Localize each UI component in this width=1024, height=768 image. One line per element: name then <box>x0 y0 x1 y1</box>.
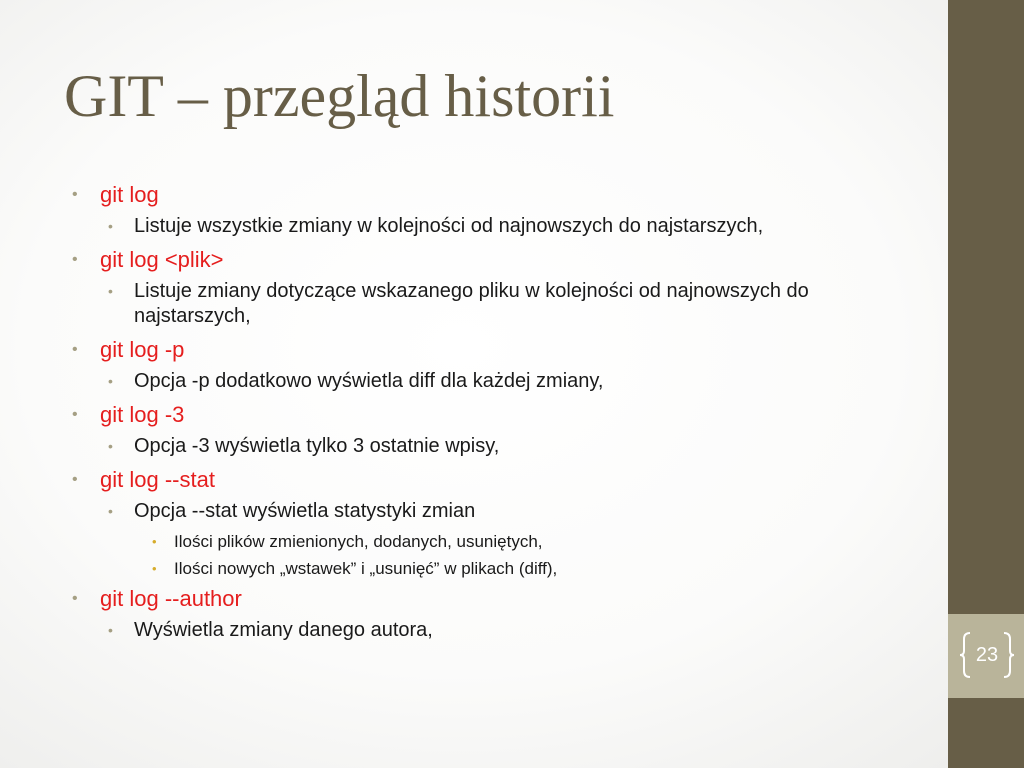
bullet-icon: • <box>108 283 113 299</box>
command-label: git log --author <box>100 586 242 611</box>
bullet-icon: • <box>108 218 113 234</box>
command-label: git log --stat <box>100 467 215 492</box>
description-text: Opcja --stat wyświetla statystyki zmian <box>134 500 476 522</box>
list-item-git-log-plik <box>72 245 932 275</box>
list-item-git-log-stat <box>72 465 932 495</box>
description-text: Opcja -p dodatkowo wyświetla diff dla każdej zmiany, <box>134 370 604 392</box>
list-item-description <box>108 369 932 394</box>
bullet-icon: • <box>72 471 78 488</box>
list-item-description <box>108 214 932 239</box>
list-item-description <box>108 499 932 524</box>
list-subitem <box>152 530 932 554</box>
bullet-icon: • <box>72 406 78 423</box>
subitem-text: Ilości plików zmienionych, dodanych, usuniętych, <box>174 532 543 551</box>
command-label: git log -3 <box>100 402 185 427</box>
list-item-git-log-3 <box>72 400 932 430</box>
list-item-description <box>108 618 932 643</box>
command-label: git log <plik> <box>100 247 224 272</box>
bullet-icon: • <box>72 251 78 268</box>
list-item-description <box>108 434 932 459</box>
command-label: git log <box>100 182 159 207</box>
page-number-box <box>958 631 1016 679</box>
subitem-text: Ilości nowych „wstawek” i „usunięć” w plikach (diff), <box>174 559 558 578</box>
bullet-icon: • <box>108 373 113 389</box>
list-item-description <box>108 279 932 329</box>
description-text: Listuje wszystkie zmiany w kolejności od najnowszych do najstarszych, <box>134 215 764 237</box>
bullet-icon: • <box>108 438 113 454</box>
bullet-icon: • <box>152 534 157 549</box>
list-item-git-log-author <box>72 584 932 614</box>
bullet-icon: • <box>152 561 157 576</box>
bullet-icon: • <box>72 590 78 607</box>
bullet-icon: • <box>108 622 113 638</box>
bullet-icon: • <box>72 341 78 358</box>
list-item-git-log-p <box>72 335 932 365</box>
description-text: Wyświetla zmiany danego autora, <box>134 619 433 641</box>
description-text: Opcja -3 wyświetla tylko 3 ostatnie wpisy, <box>134 435 500 457</box>
page-number: 23 <box>975 644 999 666</box>
bullet-list <box>72 180 932 649</box>
bullet-icon: • <box>108 503 113 519</box>
bullet-icon: • <box>72 186 78 203</box>
slide-title: GIT – przegląd historii <box>64 63 615 129</box>
description-text: Listuje zmiany dotyczące wskazanego pliku w kolejności od najnowszych do najstarszych, <box>134 280 809 327</box>
list-item-git-log <box>72 180 932 210</box>
command-label: git log -p <box>100 337 185 362</box>
list-subitem <box>152 557 932 581</box>
